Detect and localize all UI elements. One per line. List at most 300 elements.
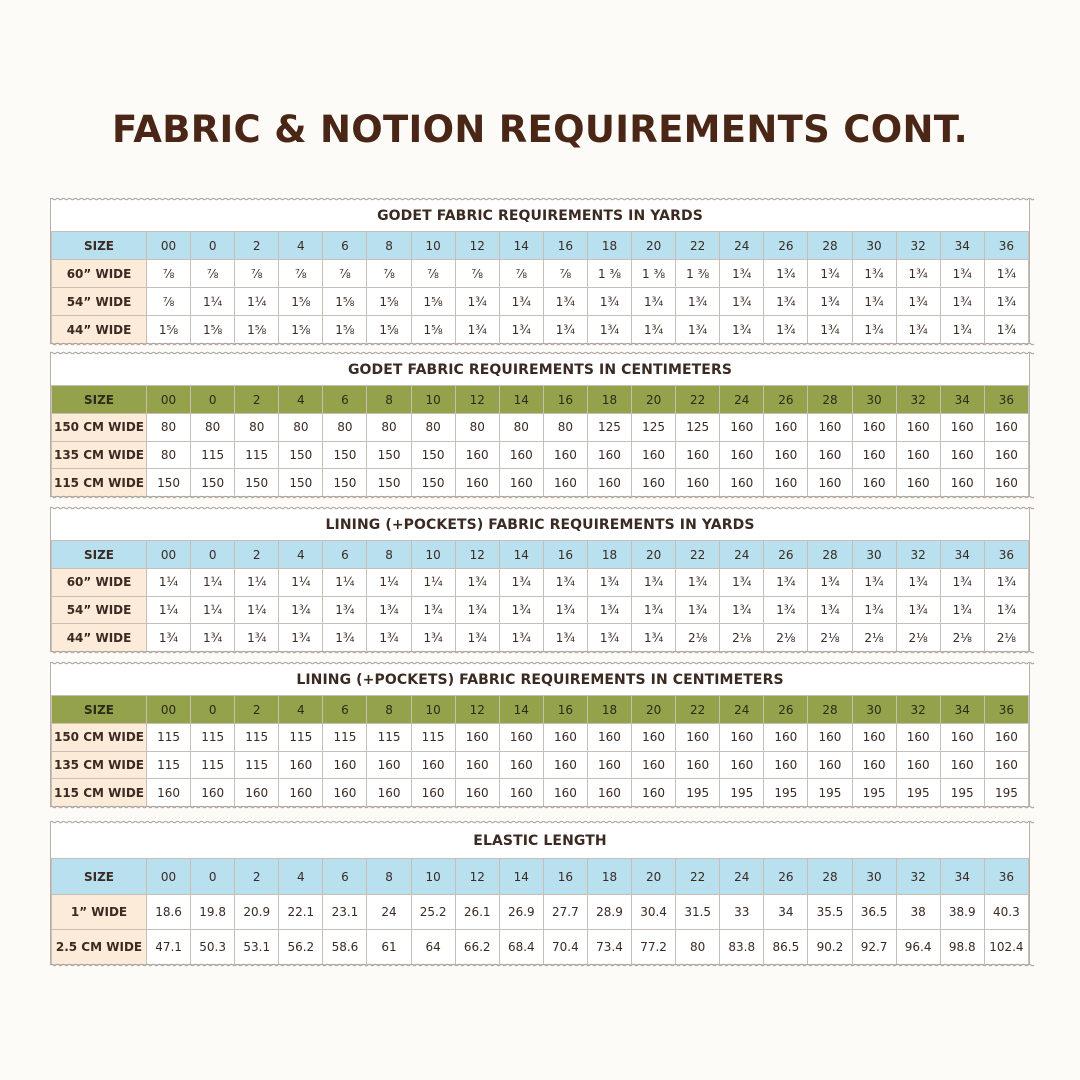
table-cell: 160 xyxy=(984,414,1028,442)
size-column-header: 24 xyxy=(720,232,764,260)
size-column-header: 14 xyxy=(499,859,543,895)
table-cell: 1¾ xyxy=(764,569,808,597)
table-cell: 1¾ xyxy=(411,624,455,652)
table-cell: 19.8 xyxy=(191,895,235,930)
table-header-row xyxy=(52,696,1029,724)
table-cell: 2⅛ xyxy=(940,624,984,652)
table-cell: 160 xyxy=(323,751,367,779)
table-cell: 1¾ xyxy=(632,288,676,316)
table-cell: 1¾ xyxy=(852,316,896,344)
table-cell: 160 xyxy=(587,751,631,779)
table-cell: 160 xyxy=(455,441,499,469)
table-cell: 98.8 xyxy=(940,930,984,965)
size-column-header: 28 xyxy=(808,232,852,260)
size-column-header: 16 xyxy=(543,696,587,724)
size-column-header: 30 xyxy=(852,859,896,895)
table-cell: 2⅛ xyxy=(984,624,1028,652)
table-cell: 160 xyxy=(940,469,984,497)
table-cell: 160 xyxy=(720,414,764,442)
table-cell: 195 xyxy=(896,779,940,807)
size-column-header: 32 xyxy=(896,859,940,895)
size-column-header: 14 xyxy=(499,386,543,414)
table-cell: 1¾ xyxy=(587,569,631,597)
table-cell: 160 xyxy=(852,414,896,442)
table-cell: 160 xyxy=(808,751,852,779)
table-cell: 1¾ xyxy=(808,596,852,624)
table-cell: 20.9 xyxy=(235,895,279,930)
table-cell: 26.9 xyxy=(499,895,543,930)
size-table xyxy=(51,385,1029,497)
table-cell: 47.1 xyxy=(147,930,191,965)
table-cell: 160 xyxy=(499,469,543,497)
table-cell: 1¾ xyxy=(676,316,720,344)
table-cell: 22.1 xyxy=(279,895,323,930)
table-cell: 160 xyxy=(852,469,896,497)
table-cell: 1⅝ xyxy=(235,316,279,344)
section-border xyxy=(50,822,51,965)
table-cell: 40.3 xyxy=(984,895,1028,930)
table-cell: 160 xyxy=(279,779,323,807)
table-cell: 1¾ xyxy=(367,596,411,624)
size-column-header: 24 xyxy=(720,859,764,895)
table-cell: 80 xyxy=(279,414,323,442)
table-cell: 80 xyxy=(235,414,279,442)
table-cell: 1¾ xyxy=(455,288,499,316)
table-cell: 115 xyxy=(367,724,411,752)
table-cell: 160 xyxy=(543,751,587,779)
table-cell: ⅞ xyxy=(499,260,543,288)
row-label: 54” WIDE xyxy=(52,596,147,624)
table-cell: 160 xyxy=(632,441,676,469)
wavy-border-top xyxy=(50,504,1030,512)
size-column-header: 2 xyxy=(235,232,279,260)
table-cell: 80 xyxy=(147,441,191,469)
requirements-table-section xyxy=(50,199,1030,344)
size-column-header: 4 xyxy=(279,541,323,569)
table-row xyxy=(52,288,1029,316)
table-cell: 1¾ xyxy=(632,316,676,344)
table-cell: 1¼ xyxy=(191,288,235,316)
table-cell: 1¼ xyxy=(235,569,279,597)
size-column-header: 00 xyxy=(147,859,191,895)
table-cell: 1¾ xyxy=(587,624,631,652)
table-cell: 1¾ xyxy=(543,288,587,316)
table-cell: 160 xyxy=(896,414,940,442)
size-column-header: 6 xyxy=(323,859,367,895)
table-cell: 1¾ xyxy=(455,596,499,624)
table-cell: 1¾ xyxy=(147,624,191,652)
table-cell: 150 xyxy=(279,469,323,497)
table-cell: 160 xyxy=(455,751,499,779)
table-cell: ⅞ xyxy=(147,260,191,288)
table-cell: 25.2 xyxy=(411,895,455,930)
table-cell: 1¾ xyxy=(852,288,896,316)
table-cell: 1¾ xyxy=(455,624,499,652)
table-cell: 195 xyxy=(852,779,896,807)
table-cell: 160 xyxy=(499,441,543,469)
table-cell: 1¾ xyxy=(896,596,940,624)
size-column-header: 00 xyxy=(147,386,191,414)
row-label: 54” WIDE xyxy=(52,288,147,316)
table-cell: 1¼ xyxy=(279,569,323,597)
size-column-header: 16 xyxy=(543,859,587,895)
section-border xyxy=(1029,508,1030,652)
size-column-header: 36 xyxy=(984,859,1028,895)
requirements-table-section xyxy=(50,353,1030,497)
table-cell: ⅞ xyxy=(455,260,499,288)
table-cell: 160 xyxy=(808,469,852,497)
table-row xyxy=(52,596,1029,624)
row-label: 115 CM WIDE xyxy=(52,469,147,497)
table-row xyxy=(52,260,1029,288)
row-label: 60” WIDE xyxy=(52,260,147,288)
table-cell: 1¾ xyxy=(940,288,984,316)
wavy-border-bottom xyxy=(50,961,1030,969)
size-column-header: 2 xyxy=(235,859,279,895)
table-cell: 160 xyxy=(808,724,852,752)
size-column-header: 34 xyxy=(940,232,984,260)
size-column-header: 4 xyxy=(279,386,323,414)
table-cell: 160 xyxy=(764,414,808,442)
table-cell: 1¾ xyxy=(764,288,808,316)
table-cell: 2⅛ xyxy=(808,624,852,652)
size-column-header: 0 xyxy=(191,232,235,260)
size-column-header: 34 xyxy=(940,696,984,724)
size-column-header: 2 xyxy=(235,386,279,414)
page-title: FABRIC & NOTION REQUIREMENTS CONT. xyxy=(111,108,969,151)
table-cell: 1¼ xyxy=(411,569,455,597)
table-cell: 115 xyxy=(147,724,191,752)
section-border xyxy=(50,663,51,807)
table-cell: 1¾ xyxy=(984,596,1028,624)
table-cell: 160 xyxy=(720,724,764,752)
table-cell: 1 ⅜ xyxy=(676,260,720,288)
table-cell: 1⅝ xyxy=(279,288,323,316)
table-cell: 80 xyxy=(191,414,235,442)
wavy-border-top xyxy=(50,659,1030,667)
size-column-header: 10 xyxy=(411,386,455,414)
size-column-header: 22 xyxy=(676,232,720,260)
table-row xyxy=(52,441,1029,469)
size-column-header: 20 xyxy=(632,696,676,724)
size-column-header: 36 xyxy=(984,386,1028,414)
table-cell: 1 ⅜ xyxy=(587,260,631,288)
table-cell: 160 xyxy=(632,724,676,752)
wavy-border-bottom xyxy=(50,493,1030,501)
table-cell: 160 xyxy=(411,779,455,807)
size-column-header: 14 xyxy=(499,541,543,569)
table-row xyxy=(52,930,1029,965)
table-cell: 1¾ xyxy=(411,596,455,624)
table-cell: 160 xyxy=(940,414,984,442)
size-column-header: 2 xyxy=(235,541,279,569)
table-cell: 160 xyxy=(543,469,587,497)
table-cell: 115 xyxy=(191,751,235,779)
table-cell: 38.9 xyxy=(940,895,984,930)
size-column-header: 12 xyxy=(455,541,499,569)
table-cell: 150 xyxy=(367,441,411,469)
size-column-header: 12 xyxy=(455,232,499,260)
row-label: 44” WIDE xyxy=(52,316,147,344)
size-column-header: 22 xyxy=(676,541,720,569)
wavy-border-bottom xyxy=(50,648,1030,656)
table-cell: 92.7 xyxy=(852,930,896,965)
size-column-header: 26 xyxy=(764,386,808,414)
table-cell: 1¼ xyxy=(191,596,235,624)
table-cell: 160 xyxy=(587,469,631,497)
table-cell: 1¾ xyxy=(323,596,367,624)
table-cell: 1¾ xyxy=(676,288,720,316)
table-cell: 80 xyxy=(455,414,499,442)
table-cell: 2⅛ xyxy=(764,624,808,652)
table-cell: 1¾ xyxy=(720,316,764,344)
size-column-header: 4 xyxy=(279,696,323,724)
table-cell: 1¾ xyxy=(852,569,896,597)
table-title: GODET FABRIC REQUIREMENTS IN YARDS xyxy=(377,208,703,224)
table-cell: 150 xyxy=(147,469,191,497)
size-table xyxy=(51,231,1029,344)
size-column-header: 26 xyxy=(764,541,808,569)
table-cell: 77.2 xyxy=(632,930,676,965)
table-cell: 1⅝ xyxy=(279,316,323,344)
size-column-header: 0 xyxy=(191,541,235,569)
table-cell: 160 xyxy=(984,469,1028,497)
size-column-header: 16 xyxy=(543,232,587,260)
size-column-header: 0 xyxy=(191,696,235,724)
table-cell: 160 xyxy=(764,441,808,469)
table-cell: 1¾ xyxy=(984,316,1028,344)
table-cell: 1¾ xyxy=(940,316,984,344)
table-cell: ⅞ xyxy=(279,260,323,288)
table-cell: 160 xyxy=(676,469,720,497)
table-cell: ⅞ xyxy=(543,260,587,288)
table-cell: 160 xyxy=(896,469,940,497)
table-cell: 160 xyxy=(896,724,940,752)
table-cell: 1¼ xyxy=(323,569,367,597)
table-cell: 115 xyxy=(191,441,235,469)
table-cell: 150 xyxy=(235,469,279,497)
table-cell: 160 xyxy=(852,724,896,752)
table-cell: 1¾ xyxy=(323,624,367,652)
size-header-cell: SIZE xyxy=(52,696,147,724)
table-cell: 150 xyxy=(191,469,235,497)
size-column-header: 30 xyxy=(852,386,896,414)
table-cell: 195 xyxy=(940,779,984,807)
table-cell: 2⅛ xyxy=(676,624,720,652)
table-cell: 2⅛ xyxy=(896,624,940,652)
table-cell: 80 xyxy=(676,930,720,965)
table-cell: 1¾ xyxy=(764,260,808,288)
table-cell: 33 xyxy=(720,895,764,930)
size-column-header: 6 xyxy=(323,386,367,414)
table-cell: 150 xyxy=(367,469,411,497)
table-cell: 1¾ xyxy=(720,596,764,624)
table-cell: 160 xyxy=(808,441,852,469)
size-column-header: 2 xyxy=(235,696,279,724)
table-cell: 1¾ xyxy=(808,260,852,288)
table-cell: 1¾ xyxy=(720,260,764,288)
table-cell: ⅞ xyxy=(323,260,367,288)
table-row xyxy=(52,724,1029,752)
table-cell: 1¾ xyxy=(587,316,631,344)
size-column-header: 26 xyxy=(764,232,808,260)
table-cell: 1⅝ xyxy=(147,316,191,344)
size-header-cell: SIZE xyxy=(52,232,147,260)
row-label: 135 CM WIDE xyxy=(52,751,147,779)
section-border xyxy=(50,353,51,497)
table-cell: 150 xyxy=(411,469,455,497)
table-cell: 195 xyxy=(720,779,764,807)
table-cell: 160 xyxy=(632,469,676,497)
table-cell: 1¼ xyxy=(235,596,279,624)
size-column-header: 18 xyxy=(587,232,631,260)
table-cell: 1⅝ xyxy=(367,316,411,344)
section-border xyxy=(1029,199,1030,344)
size-column-header: 24 xyxy=(720,541,764,569)
table-cell: 160 xyxy=(632,751,676,779)
table-cell: 115 xyxy=(411,724,455,752)
size-column-header: 26 xyxy=(764,859,808,895)
table-cell: 160 xyxy=(984,751,1028,779)
table-cell: 150 xyxy=(279,441,323,469)
size-column-header: 0 xyxy=(191,386,235,414)
table-cell: 1¾ xyxy=(455,569,499,597)
table-cell: ⅞ xyxy=(367,260,411,288)
table-cell: 1¾ xyxy=(852,596,896,624)
table-cell: 160 xyxy=(632,779,676,807)
table-title: GODET FABRIC REQUIREMENTS IN CENTIMETERS xyxy=(347,362,733,378)
table-cell: 1¾ xyxy=(896,569,940,597)
table-cell: 160 xyxy=(984,724,1028,752)
table-cell: 1¼ xyxy=(235,288,279,316)
table-cell: 160 xyxy=(676,724,720,752)
table-cell: 150 xyxy=(323,469,367,497)
table-cell: 115 xyxy=(235,724,279,752)
size-column-header: 32 xyxy=(896,232,940,260)
row-label: 60” WIDE xyxy=(52,569,147,597)
table-cell: 1⅝ xyxy=(191,316,235,344)
table-cell: 160 xyxy=(235,779,279,807)
table-cell: 38 xyxy=(896,895,940,930)
table-cell: 1¾ xyxy=(499,624,543,652)
table-cell: 115 xyxy=(279,724,323,752)
table-cell: 1¾ xyxy=(499,288,543,316)
table-cell: 1¾ xyxy=(984,288,1028,316)
table-title: LINING (+POCKETS) FABRIC REQUIREMENTS IN YARDS xyxy=(325,517,755,533)
table-row xyxy=(52,751,1029,779)
size-column-header: 30 xyxy=(852,541,896,569)
table-cell: 34 xyxy=(764,895,808,930)
table-cell: 80 xyxy=(147,414,191,442)
table-cell: 36.5 xyxy=(852,895,896,930)
table-cell: 1¼ xyxy=(367,569,411,597)
table-cell: ⅞ xyxy=(235,260,279,288)
table-cell: 195 xyxy=(984,779,1028,807)
size-column-header: 10 xyxy=(411,541,455,569)
requirements-table-section xyxy=(50,663,1030,807)
row-label: 115 CM WIDE xyxy=(52,779,147,807)
size-column-header: 8 xyxy=(367,696,411,724)
table-cell: 1¾ xyxy=(896,260,940,288)
table-cell: 1¾ xyxy=(764,596,808,624)
table-cell: 1¾ xyxy=(499,596,543,624)
size-column-header: 14 xyxy=(499,696,543,724)
size-column-header: 16 xyxy=(543,541,587,569)
table-cell: 160 xyxy=(720,469,764,497)
table-cell: 80 xyxy=(499,414,543,442)
table-cell: 1 ⅜ xyxy=(632,260,676,288)
size-column-header: 22 xyxy=(676,696,720,724)
size-column-header: 30 xyxy=(852,696,896,724)
size-column-header: 00 xyxy=(147,541,191,569)
table-header-row xyxy=(52,859,1029,895)
table-cell: 1¾ xyxy=(896,316,940,344)
table-header-row xyxy=(52,232,1029,260)
table-cell: 1¾ xyxy=(499,316,543,344)
table-cell: 61 xyxy=(367,930,411,965)
table-cell: 160 xyxy=(896,441,940,469)
table-cell: 160 xyxy=(587,779,631,807)
size-column-header: 4 xyxy=(279,859,323,895)
size-column-header: 8 xyxy=(367,232,411,260)
table-cell: 160 xyxy=(411,751,455,779)
size-column-header: 36 xyxy=(984,232,1028,260)
table-cell: ⅞ xyxy=(191,260,235,288)
size-column-header: 32 xyxy=(896,386,940,414)
table-cell: 53.1 xyxy=(235,930,279,965)
size-column-header: 28 xyxy=(808,696,852,724)
table-cell: 24 xyxy=(367,895,411,930)
size-column-header: 6 xyxy=(323,696,367,724)
table-cell: 1¾ xyxy=(632,596,676,624)
table-cell: 68.4 xyxy=(499,930,543,965)
size-column-header: 12 xyxy=(455,859,499,895)
table-cell: 1⅝ xyxy=(323,288,367,316)
table-title: LINING (+POCKETS) FABRIC REQUIREMENTS IN CENTIMETERS xyxy=(296,672,784,688)
table-cell: 160 xyxy=(323,779,367,807)
row-label: 44” WIDE xyxy=(52,624,147,652)
table-cell: 70.4 xyxy=(543,930,587,965)
table-cell: 27.7 xyxy=(543,895,587,930)
table-cell: 115 xyxy=(235,441,279,469)
table-cell: 1¾ xyxy=(676,569,720,597)
table-cell: 31.5 xyxy=(676,895,720,930)
table-cell: 160 xyxy=(455,724,499,752)
size-column-header: 8 xyxy=(367,386,411,414)
table-cell: 1¾ xyxy=(940,260,984,288)
requirements-table-section xyxy=(50,822,1030,965)
table-cell: 2⅛ xyxy=(852,624,896,652)
table-cell: 160 xyxy=(543,724,587,752)
size-column-header: 34 xyxy=(940,541,984,569)
table-cell: 1¾ xyxy=(632,624,676,652)
size-column-header: 36 xyxy=(984,696,1028,724)
size-column-header: 24 xyxy=(720,696,764,724)
size-column-header: 00 xyxy=(147,232,191,260)
size-column-header: 24 xyxy=(720,386,764,414)
table-cell: 160 xyxy=(896,751,940,779)
size-column-header: 32 xyxy=(896,696,940,724)
table-cell: 160 xyxy=(191,779,235,807)
table-cell: 1⅝ xyxy=(323,316,367,344)
table-cell: 160 xyxy=(499,751,543,779)
table-cell: 58.6 xyxy=(323,930,367,965)
table-cell: 23.1 xyxy=(323,895,367,930)
table-header-row xyxy=(52,386,1029,414)
size-column-header: 0 xyxy=(191,859,235,895)
table-cell: 1¾ xyxy=(543,316,587,344)
size-column-header: 20 xyxy=(632,859,676,895)
